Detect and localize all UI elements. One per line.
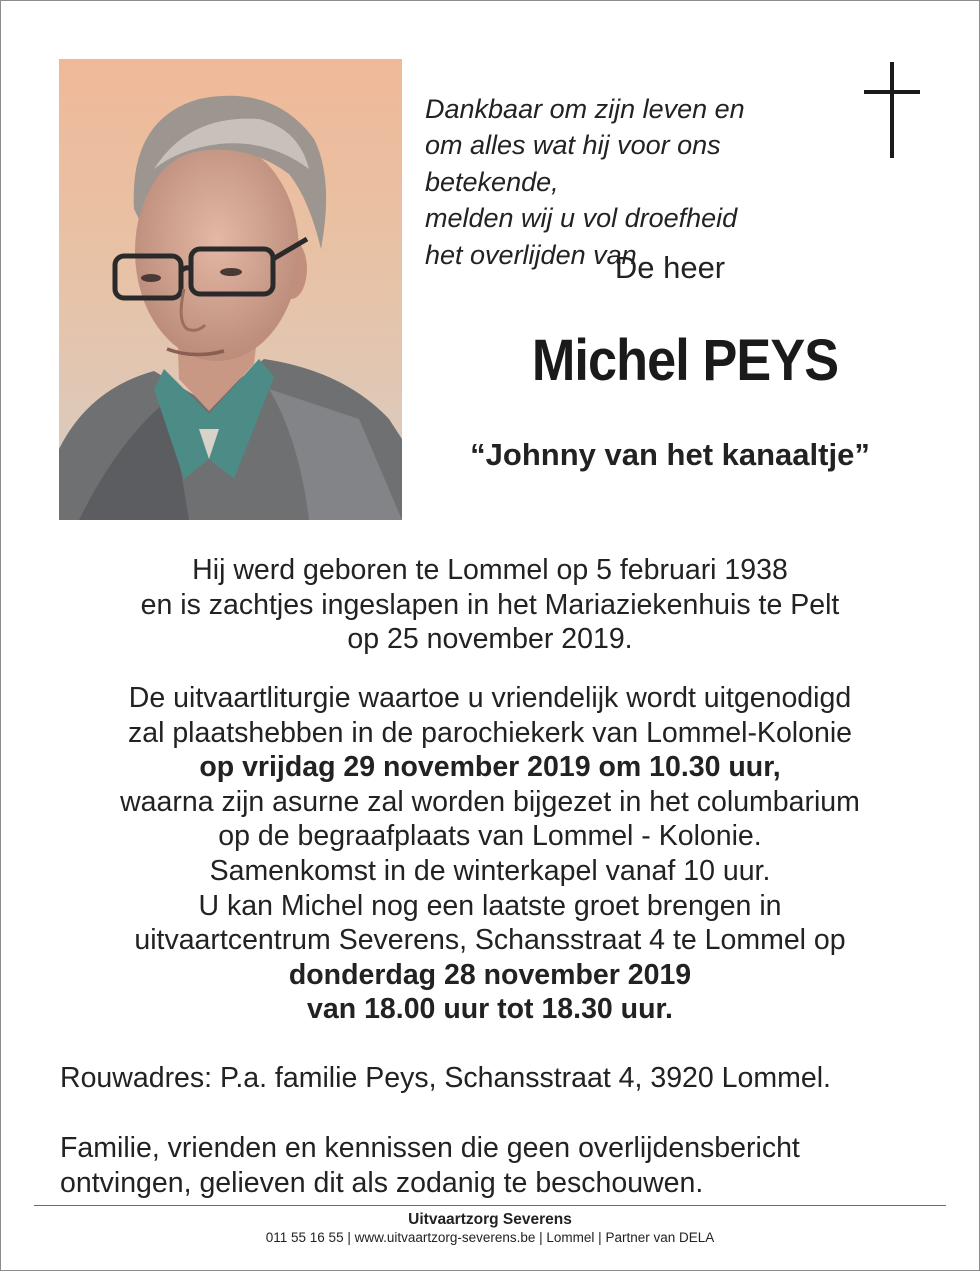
portrait-illustration [59, 59, 402, 520]
intro-line: melden wij u vol droefheid [425, 203, 738, 233]
funeral-home-name: Uitvaartzorg Severens [408, 1211, 572, 1228]
honorific: De heer [614, 250, 726, 285]
intro-line: Dankbaar om zijn leven en [425, 93, 745, 124]
deceased-name: Michel PEYS [531, 328, 839, 393]
family-notice [60, 1131, 940, 1200]
address-line: Rouwadres: P.a. familie Peys, Schansstraat 4, 3920 Lommel. [60, 1062, 831, 1094]
family-notice-line: Familie, vrienden en kennissen die geen overlijdensbericht [60, 1132, 800, 1164]
birth-death-paragraph [40, 553, 940, 657]
service-line: op de begraafplaats van Lommel - Kolonie. [218, 820, 762, 853]
family-notice-line: ontvingen, gelieven dit als zodanig te beschouwen. [60, 1166, 704, 1199]
service-line: De uitvaartliturgie waartoe u vriendelijk wordt uitgenodigd [128, 682, 852, 714]
nickname: “Johnny van het kanaaltje” [470, 437, 870, 472]
cross-icon [864, 62, 920, 158]
visitation-time: van 18.00 uur tot 18.30 uur. [307, 993, 673, 1026]
mourning-address [60, 1061, 940, 1096]
service-paragraph [40, 681, 940, 1027]
service-line: Samenkomst in de winterkapel vanaf 10 uur. [209, 854, 771, 887]
intro-line: om alles wat hij voor ons [425, 130, 721, 160]
visitation-date: donderdag 28 november 2019 [288, 958, 692, 991]
portrait-photo [59, 59, 402, 520]
service-date: op vrijdag 29 november 2019 om 10.30 uur, [199, 751, 781, 784]
footer-divider [34, 1205, 946, 1206]
service-line: U kan Michel nog een laatste groet brengen in [198, 889, 782, 922]
birth-line: op 25 november 2019. [347, 623, 633, 656]
service-line: uitvaartcentrum Severens, Schansstraat 4 te Lommel op [134, 924, 846, 957]
intro-line: het overlijden van [425, 239, 637, 270]
service-line: zal plaatshebben in de parochiekerk van Lommel-Kolonie [127, 716, 853, 749]
funeral-home-contact: 011 55 16 55 | www.uitvaartzorg-severens.be | Lommel | Partner van DELA [265, 1230, 715, 1245]
intro-text [425, 54, 825, 273]
birth-line: Hij werd geboren te Lommel op 5 februari 1938 [192, 554, 788, 586]
service-line: waarna zijn asurne zal worden bijgezet in het columbarium [120, 785, 860, 818]
birth-line: en is zachtjes ingeslapen in het Mariaziekenhuis te Pelt [140, 588, 840, 621]
intro-line: betekende, [425, 166, 559, 197]
